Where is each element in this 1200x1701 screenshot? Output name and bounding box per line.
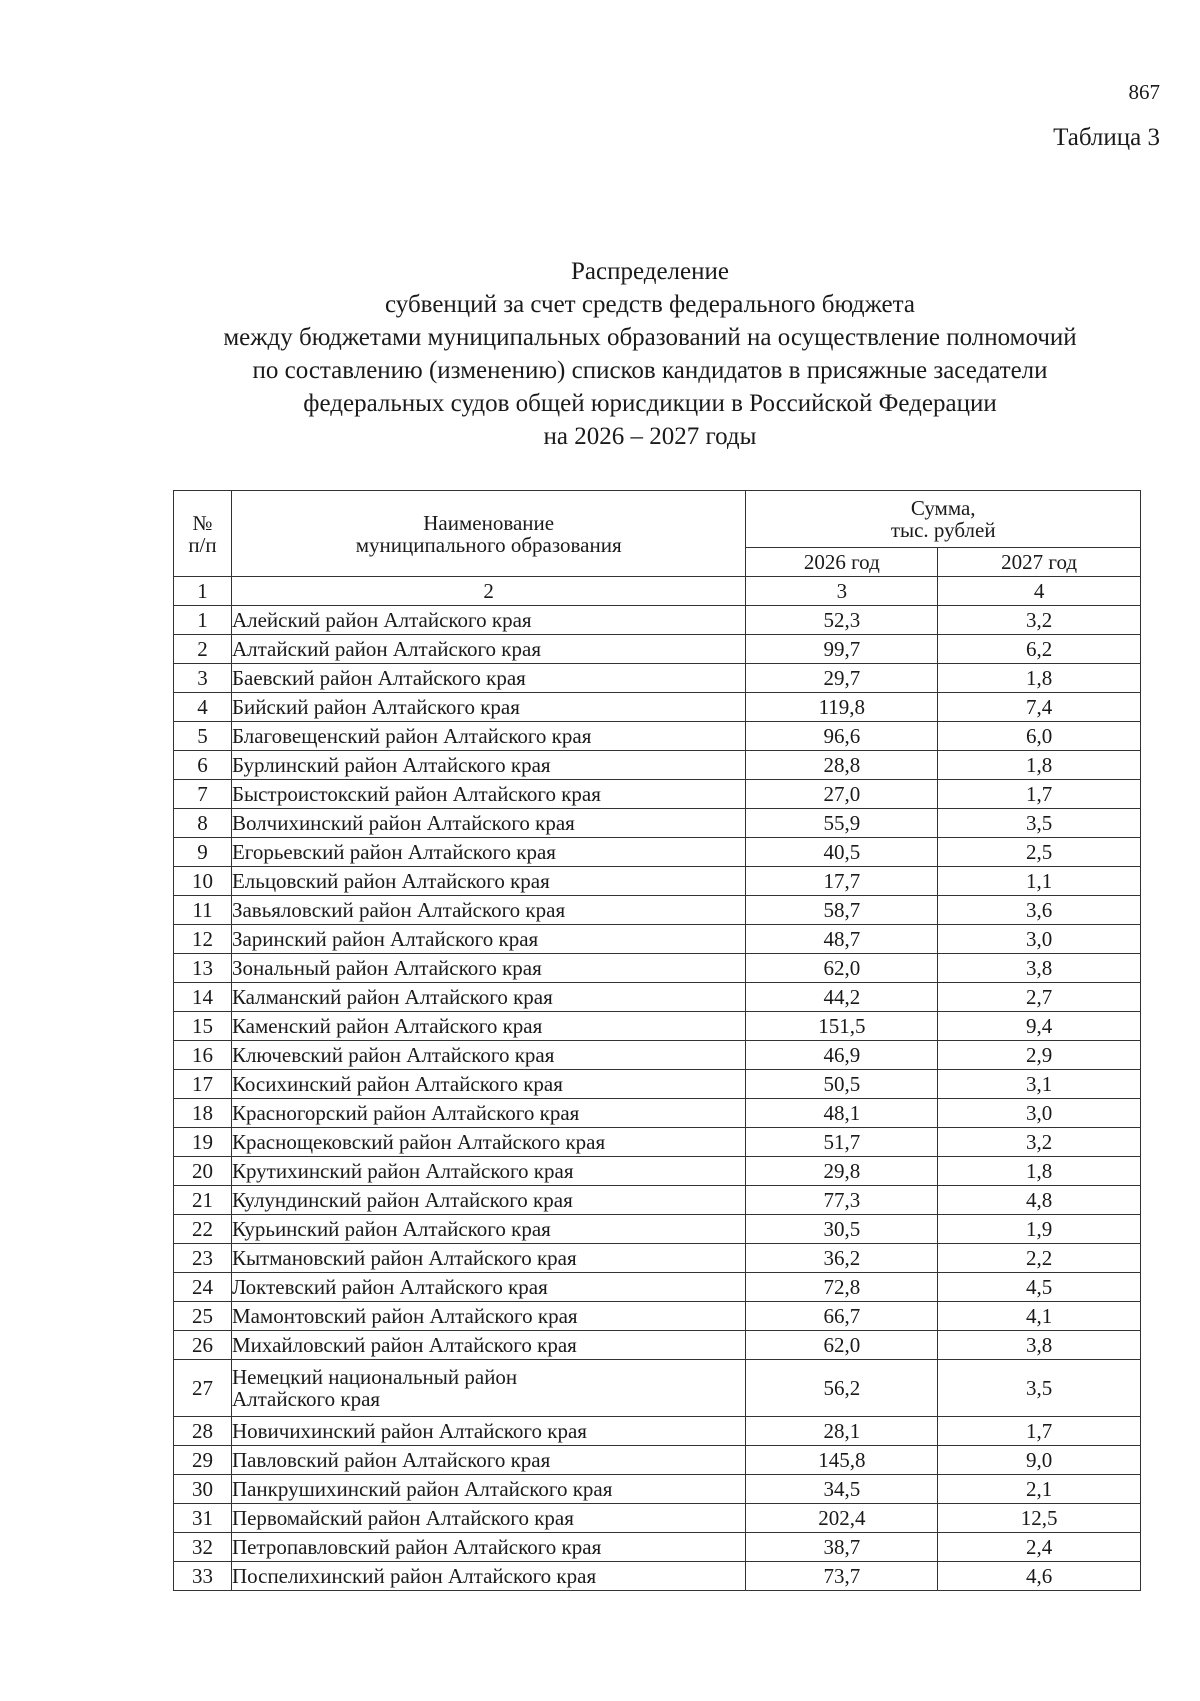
header-year-2027: 2027 год xyxy=(938,548,1141,577)
table-row xyxy=(174,838,1141,867)
amount-2026: 30,5 xyxy=(746,1215,938,1244)
row-number: 27 xyxy=(174,1360,232,1417)
row-number: 19 xyxy=(174,1128,232,1157)
amount-2026: 36,2 xyxy=(746,1244,938,1273)
table-row xyxy=(174,1215,1141,1244)
table-row xyxy=(174,1533,1141,1562)
title-line: субвенций за счет средств федерального бюджета xyxy=(385,291,915,318)
title-line: федеральных судов общей юрисдикции в Российской Федерации xyxy=(303,390,997,417)
amount-2027: 4,8 xyxy=(938,1186,1141,1215)
municipality-name: Красногорский район Алтайского края xyxy=(231,1099,745,1128)
title-line: по составлению (изменению) списков кандидатов в присяжные заседатели xyxy=(252,357,1048,384)
amount-2026: 28,8 xyxy=(746,751,938,780)
amount-2026: 62,0 xyxy=(746,1331,938,1360)
amount-2027: 4,1 xyxy=(938,1302,1141,1331)
amount-2027: 12,5 xyxy=(938,1504,1141,1533)
header-name-line: муниципального образования xyxy=(355,532,622,557)
table-row xyxy=(174,751,1141,780)
table-row xyxy=(174,867,1141,896)
amount-2026: 77,3 xyxy=(746,1186,938,1215)
table-row xyxy=(174,1475,1141,1504)
title-line: Распределение xyxy=(571,258,729,285)
row-number: 5 xyxy=(174,722,232,751)
amount-2027: 3,2 xyxy=(938,1128,1141,1157)
table-row xyxy=(174,1012,1141,1041)
municipality-name: Алейский район Алтайского края xyxy=(231,606,745,635)
municipality-name xyxy=(231,1360,745,1417)
municipality-name: Волчихинский район Алтайского края xyxy=(231,809,745,838)
table-row xyxy=(174,1157,1141,1186)
column-index: 1 xyxy=(174,577,232,606)
row-number: 6 xyxy=(174,751,232,780)
amount-2027: 1,7 xyxy=(938,1417,1141,1446)
amount-2027: 4,5 xyxy=(938,1273,1141,1302)
row-number: 4 xyxy=(174,693,232,722)
row-number: 3 xyxy=(174,664,232,693)
municipality-name: Мамонтовский район Алтайского края xyxy=(231,1302,745,1331)
municipality-name-line: Алтайского края xyxy=(231,1387,381,1411)
municipality-name: Калманский район Алтайского края xyxy=(231,983,745,1012)
row-number: 10 xyxy=(174,867,232,896)
table-row xyxy=(174,1186,1141,1215)
header-number xyxy=(174,491,232,577)
municipality-name: Косихинский район Алтайского края xyxy=(231,1070,745,1099)
amount-2026: 56,2 xyxy=(746,1360,938,1417)
municipality-name: Поспелихинский район Алтайского края xyxy=(231,1562,745,1591)
amount-2026: 151,5 xyxy=(746,1012,938,1041)
row-number: 25 xyxy=(174,1302,232,1331)
amount-2027: 3,0 xyxy=(938,1099,1141,1128)
table-row xyxy=(174,1360,1141,1417)
amount-2027: 1,9 xyxy=(938,1215,1141,1244)
municipality-name: Краснощековский район Алтайского края xyxy=(231,1128,745,1157)
title-line: между бюджетами муниципальных образований на осуществление полномочий xyxy=(223,324,1077,351)
municipality-name: Бурлинский район Алтайского края xyxy=(231,751,745,780)
amount-2027: 3,8 xyxy=(938,954,1141,983)
amount-2026: 202,4 xyxy=(746,1504,938,1533)
table-row xyxy=(174,1099,1141,1128)
municipality-name: Кулундинский район Алтайского края xyxy=(231,1186,745,1215)
row-number: 13 xyxy=(174,954,232,983)
header-name xyxy=(231,491,745,577)
municipality-name: Завьяловский район Алтайского края xyxy=(231,896,745,925)
municipality-name: Петропавловский район Алтайского края xyxy=(231,1533,745,1562)
row-number: 22 xyxy=(174,1215,232,1244)
header-number-line: № xyxy=(192,510,213,535)
row-number: 15 xyxy=(174,1012,232,1041)
municipality-name: Каменский район Алтайского края xyxy=(231,1012,745,1041)
amount-2027: 3,1 xyxy=(938,1070,1141,1099)
amount-2026: 27,0 xyxy=(746,780,938,809)
municipality-name: Локтевский район Алтайского края xyxy=(231,1273,745,1302)
amount-2027: 3,6 xyxy=(938,896,1141,925)
row-number: 24 xyxy=(174,1273,232,1302)
table-row xyxy=(174,1070,1141,1099)
table-row xyxy=(174,1273,1141,1302)
row-number: 32 xyxy=(174,1533,232,1562)
table-label: Таблица 3 xyxy=(1053,124,1160,151)
municipality-name-line: Немецкий национальный район xyxy=(231,1365,518,1389)
row-number: 21 xyxy=(174,1186,232,1215)
row-number: 8 xyxy=(174,809,232,838)
title-line: на 2026 – 2027 годы xyxy=(543,423,757,450)
header-sum-line: тыс. рублей xyxy=(890,518,996,542)
amount-2026: 44,2 xyxy=(746,983,938,1012)
header-number-line: п/п xyxy=(188,532,217,557)
table-row xyxy=(174,1244,1141,1273)
table-row xyxy=(174,1504,1141,1533)
amount-2027: 1,8 xyxy=(938,1157,1141,1186)
table-row xyxy=(174,896,1141,925)
table-row xyxy=(174,664,1141,693)
table-row xyxy=(174,1417,1141,1446)
amount-2027: 2,1 xyxy=(938,1475,1141,1504)
amount-2026: 96,6 xyxy=(746,722,938,751)
amount-2027: 1,8 xyxy=(938,751,1141,780)
amount-2026: 34,5 xyxy=(746,1475,938,1504)
column-index-row xyxy=(174,577,1141,606)
table-row xyxy=(174,983,1141,1012)
row-number: 12 xyxy=(174,925,232,954)
amount-2027: 2,2 xyxy=(938,1244,1141,1273)
municipality-name: Ельцовский район Алтайского края xyxy=(231,867,745,896)
row-number: 33 xyxy=(174,1562,232,1591)
row-number: 31 xyxy=(174,1504,232,1533)
amount-2026: 66,7 xyxy=(746,1302,938,1331)
amount-2027: 2,7 xyxy=(938,983,1141,1012)
amount-2027: 2,5 xyxy=(938,838,1141,867)
municipality-name: Михайловский район Алтайского края xyxy=(231,1331,745,1360)
row-number: 23 xyxy=(174,1244,232,1273)
header-year-2026: 2026 год xyxy=(746,548,938,577)
amount-2027: 3,5 xyxy=(938,809,1141,838)
amount-2027: 3,8 xyxy=(938,1331,1141,1360)
distribution-table xyxy=(173,490,1141,1591)
amount-2026: 72,8 xyxy=(746,1273,938,1302)
municipality-name: Зональный район Алтайского края xyxy=(231,954,745,983)
amount-2026: 38,7 xyxy=(746,1533,938,1562)
amount-2026: 40,5 xyxy=(746,838,938,867)
amount-2027: 3,2 xyxy=(938,606,1141,635)
table-row xyxy=(174,1446,1141,1475)
amount-2026: 48,1 xyxy=(746,1099,938,1128)
table-row xyxy=(174,1041,1141,1070)
amount-2026: 29,8 xyxy=(746,1157,938,1186)
municipality-name: Курьинский район Алтайского края xyxy=(231,1215,745,1244)
amount-2027: 1,8 xyxy=(938,664,1141,693)
amount-2026: 28,1 xyxy=(746,1417,938,1446)
amount-2026: 51,7 xyxy=(746,1128,938,1157)
row-number: 20 xyxy=(174,1157,232,1186)
table-row xyxy=(174,1302,1141,1331)
amount-2027: 9,0 xyxy=(938,1446,1141,1475)
amount-2027: 2,9 xyxy=(938,1041,1141,1070)
amount-2026: 17,7 xyxy=(746,867,938,896)
amount-2027: 1,1 xyxy=(938,867,1141,896)
header-sum xyxy=(746,491,1141,548)
row-number: 26 xyxy=(174,1331,232,1360)
page-number: 867 xyxy=(1128,80,1160,104)
amount-2026: 99,7 xyxy=(746,635,938,664)
amount-2027: 2,4 xyxy=(938,1533,1141,1562)
row-number: 16 xyxy=(174,1041,232,1070)
table-row xyxy=(174,954,1141,983)
row-number: 9 xyxy=(174,838,232,867)
amount-2027: 9,4 xyxy=(938,1012,1141,1041)
table-row xyxy=(174,809,1141,838)
amount-2026: 62,0 xyxy=(746,954,938,983)
municipality-name: Бийский район Алтайского края xyxy=(231,693,745,722)
municipality-name: Ключевский район Алтайского края xyxy=(231,1041,745,1070)
amount-2026: 119,8 xyxy=(746,693,938,722)
amount-2026: 52,3 xyxy=(746,606,938,635)
municipality-name: Кытмановский район Алтайского края xyxy=(231,1244,745,1273)
table-row xyxy=(174,606,1141,635)
table-row xyxy=(174,780,1141,809)
amount-2026: 50,5 xyxy=(746,1070,938,1099)
row-number: 28 xyxy=(174,1417,232,1446)
amount-2026: 73,7 xyxy=(746,1562,938,1591)
table-row xyxy=(174,693,1141,722)
row-number: 29 xyxy=(174,1446,232,1475)
table-row xyxy=(174,1562,1141,1591)
document-title xyxy=(150,255,1150,453)
row-number: 2 xyxy=(174,635,232,664)
row-number: 30 xyxy=(174,1475,232,1504)
table-body xyxy=(174,577,1141,1591)
row-number: 11 xyxy=(174,896,232,925)
amount-2027: 3,5 xyxy=(938,1360,1141,1417)
municipality-name: Заринский район Алтайского края xyxy=(231,925,745,954)
row-number: 14 xyxy=(174,983,232,1012)
amount-2027: 7,4 xyxy=(938,693,1141,722)
table-row xyxy=(174,1128,1141,1157)
amount-2026: 58,7 xyxy=(746,896,938,925)
municipality-name: Новичихинский район Алтайского края xyxy=(231,1417,745,1446)
municipality-name: Баевский район Алтайского края xyxy=(231,664,745,693)
municipality-name: Первомайский район Алтайского края xyxy=(231,1504,745,1533)
amount-2027: 3,0 xyxy=(938,925,1141,954)
amount-2026: 48,7 xyxy=(746,925,938,954)
table-row xyxy=(174,635,1141,664)
table-row xyxy=(174,722,1141,751)
municipality-name: Быстроистокский район Алтайского края xyxy=(231,780,745,809)
municipality-name: Благовещенский район Алтайского края xyxy=(231,722,745,751)
header-sum-line: Сумма, xyxy=(910,496,976,520)
table-row xyxy=(174,1331,1141,1360)
header-name-line: Наименование xyxy=(423,510,555,535)
column-index: 2 xyxy=(231,577,745,606)
municipality-name: Крутихинский район Алтайского края xyxy=(231,1157,745,1186)
column-index: 4 xyxy=(938,577,1141,606)
row-number: 18 xyxy=(174,1099,232,1128)
amount-2026: 46,9 xyxy=(746,1041,938,1070)
amount-2026: 55,9 xyxy=(746,809,938,838)
municipality-name: Панкрушихинский район Алтайского края xyxy=(231,1475,745,1504)
amount-2027: 4,6 xyxy=(938,1562,1141,1591)
row-number: 7 xyxy=(174,780,232,809)
column-index: 3 xyxy=(746,577,938,606)
row-number: 17 xyxy=(174,1070,232,1099)
amount-2026: 29,7 xyxy=(746,664,938,693)
municipality-name: Павловский район Алтайского края xyxy=(231,1446,745,1475)
amount-2027: 6,0 xyxy=(938,722,1141,751)
municipality-name: Егорьевский район Алтайского края xyxy=(231,838,745,867)
table-row xyxy=(174,925,1141,954)
amount-2027: 6,2 xyxy=(938,635,1141,664)
amount-2027: 1,7 xyxy=(938,780,1141,809)
row-number: 1 xyxy=(174,606,232,635)
municipality-name: Алтайский район Алтайского края xyxy=(231,635,745,664)
amount-2026: 145,8 xyxy=(746,1446,938,1475)
